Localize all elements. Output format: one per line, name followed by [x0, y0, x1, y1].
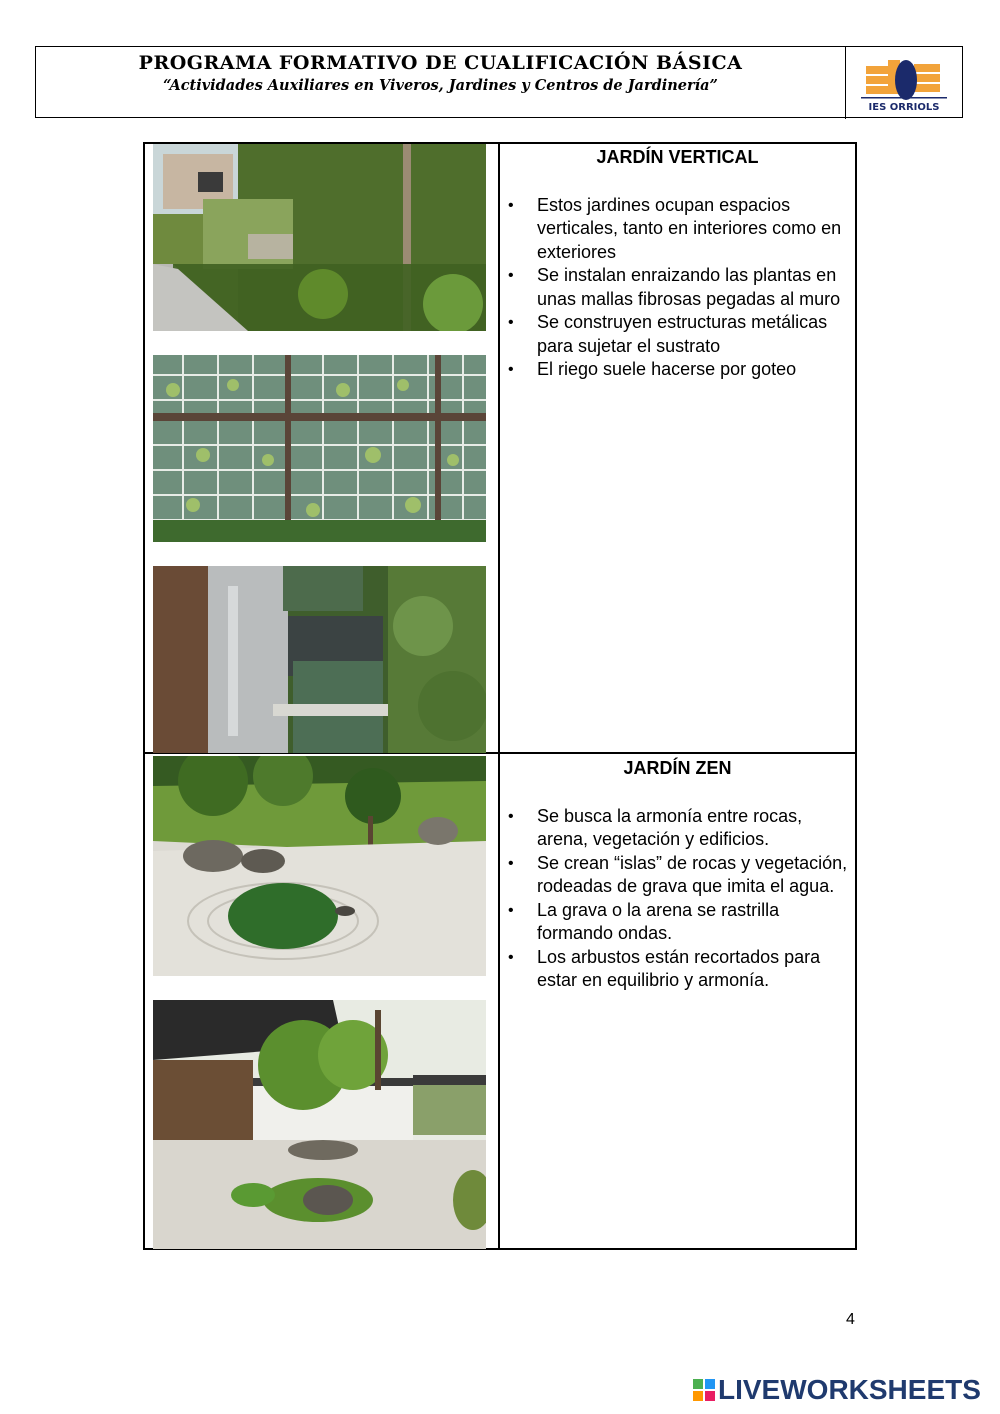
bullet-item: • Se construyen estructuras metálicas para sujetar el sustrato [505, 311, 850, 358]
bullet-item: • Se crean “islas” de rocas y vegetación, rodeadas de grava que imita el agua. [505, 852, 850, 899]
vertical-garden-bullets [505, 194, 850, 382]
vertical-garden-description [505, 146, 850, 382]
bullet-item: • Los arbustos están recortados para estar en equilibrio y armonía. [505, 946, 850, 993]
ies-orriols-logo [858, 52, 950, 114]
bullet-item: • La grava o la arena se rastrilla formando ondas. [505, 899, 850, 946]
bullet-item: • Se instalan enraizando las plantas en unas mallas fibrosas pegadas al muro [505, 264, 850, 311]
page-number: 4 [846, 1311, 855, 1328]
zen-garden-gravel-photo [153, 756, 486, 976]
section-title-zen: JARDÍN ZEN [623, 758, 732, 778]
header-subtitle: “Actividades Auxiliares en Viveros, Jardines y Centros de Jardinería” [163, 77, 718, 94]
zen-garden-temple-photo [153, 1000, 486, 1249]
header-text-box [36, 47, 846, 119]
header-title: PROGRAMA FORMATIVO DE CUALIFICACIÓN BÁSICA [138, 52, 743, 74]
liveworksheets-brand[interactable] [693, 1375, 981, 1405]
vertical-garden-wall-photo [153, 144, 486, 331]
vertical-garden-structure-photo [153, 566, 486, 753]
bullet-item: • El riego suele hacerse por goteo [505, 358, 850, 382]
bullet-item: • Se busca la armonía entre rocas, arena, vegetación y edificios. [505, 805, 850, 852]
zen-garden-bullets [505, 805, 850, 993]
table-column-divider [498, 142, 500, 1250]
section-title-vertical: JARDÍN VERTICAL [596, 147, 759, 167]
zen-garden-description [505, 757, 850, 993]
logo-text: IES ORRIOLS [868, 102, 940, 113]
bullet-item: • Estos jardines ocupan espacios verticales, tanto en interiores como en exteriores [505, 194, 850, 265]
liveworksheets-wordmark: LIVEWORKSHEETS [718, 1374, 981, 1405]
liveworksheets-logo-icon [693, 1379, 715, 1401]
document-header [35, 46, 963, 118]
vertical-garden-mesh-photo [153, 355, 486, 542]
